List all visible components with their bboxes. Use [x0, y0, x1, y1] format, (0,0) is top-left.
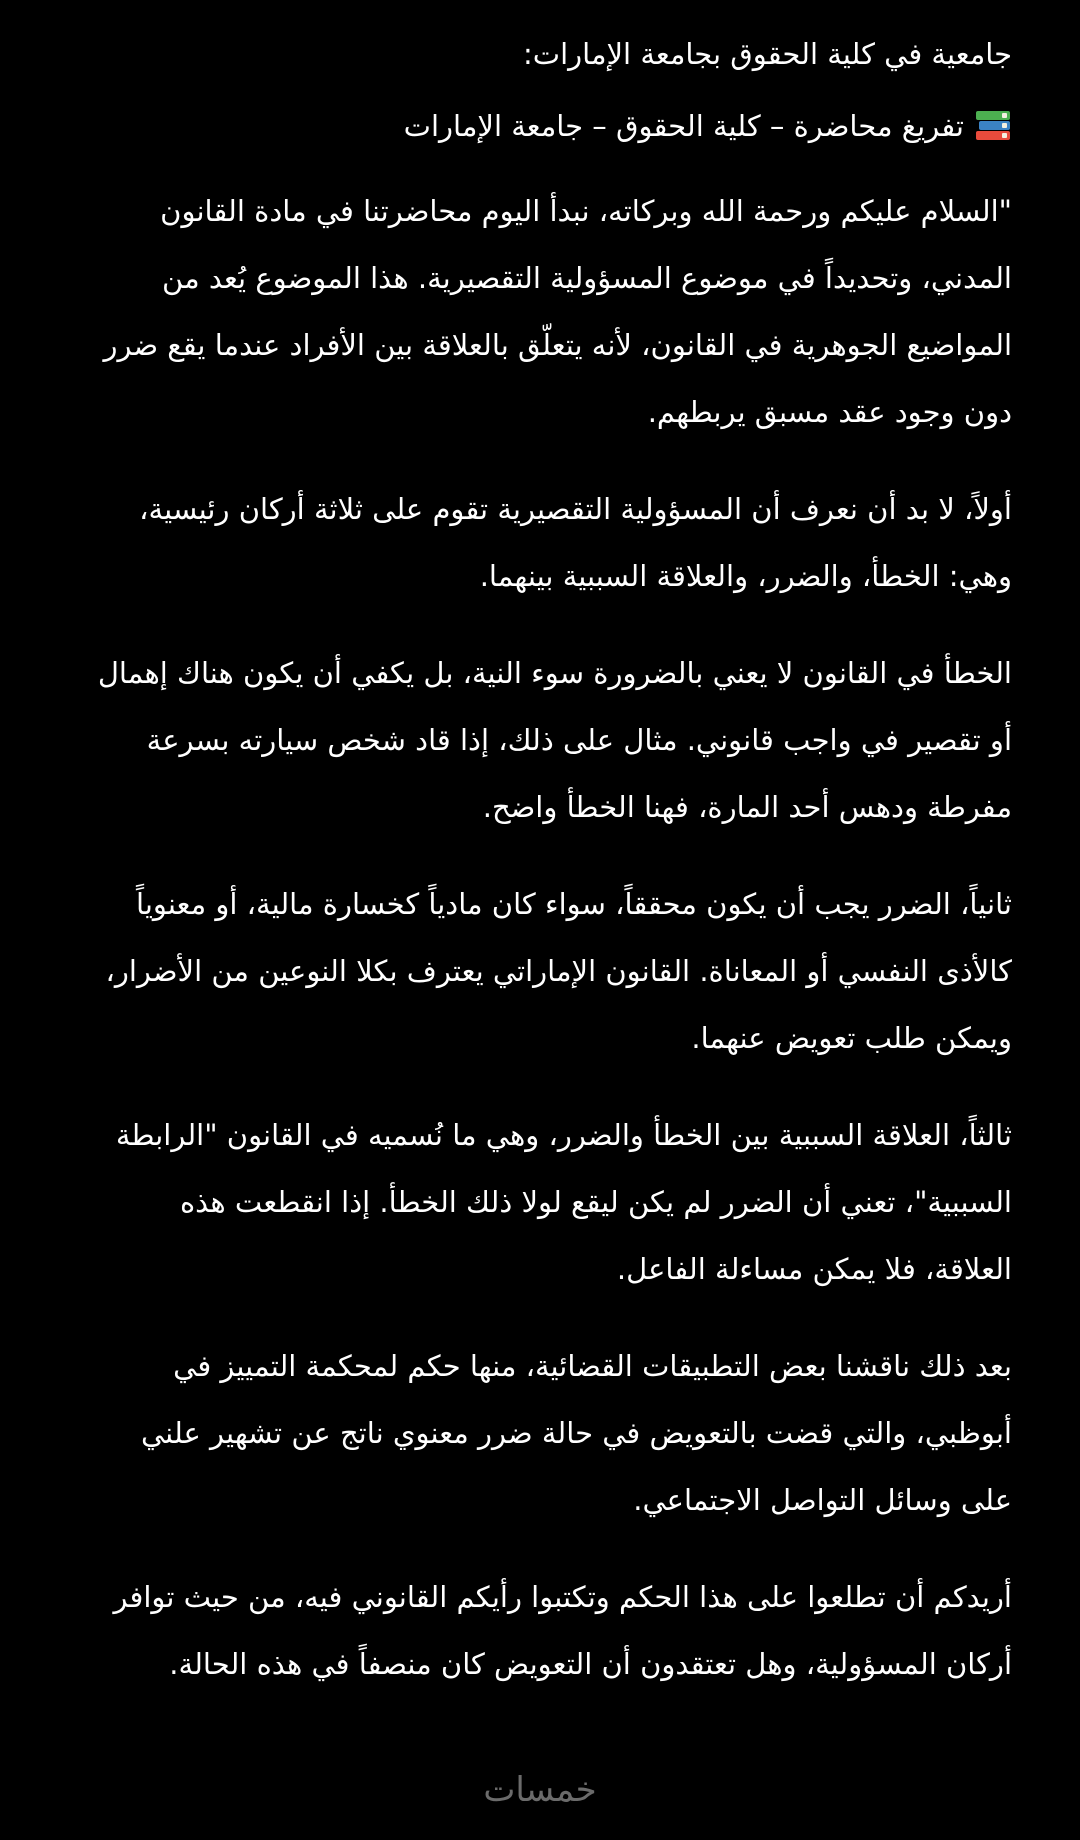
document-body [92, 0, 1012, 1698]
paragraph-causation: ثالثاً، العلاقة السببية بين الخطأ والضرر، وهي ما نُسميه في القانون "الرابطة السببية"، تعني أن الضرر لم يكن ليقع لولا ذلك الخطأ. إذا انقطعت هذه العلاقة، فلا يمكن مساءلة الفاعل. [115, 1118, 1012, 1286]
document-heading: جامعية في كلية الحقوق بجامعة الإمارات: [523, 37, 1012, 71]
paragraph-assignment: أريدكم أن تطلعوا على هذا الحكم وتكتبوا رأيكم القانوني فيه، من حيث توافر أركان المسؤولية، وهل تعتقدون أن التعويض كان منصفاً في هذه الحالة. [113, 1580, 1012, 1681]
paragraph-pillars: أولاً، لا بد أن نعرف أن المسؤولية التقصيرية تقوم على ثلاثة أركان رئيسية، وهي: الخطأ، والضرر، والعلاقة السببية بينهما. [139, 492, 1012, 593]
subtitle-text: تفريغ محاضرة – كلية الحقوق – جامعة الإمارات [403, 109, 964, 143]
book-green [976, 111, 1010, 120]
paragraph-damage: ثانياً، الضرر يجب أن يكون محققاً، سواء كان مادياً كخسارة مالية، أو معنوياً كالأذى النفسي أو المعاناة. القانون الإماراتي يعترف بكلا النوعين من الأضرار، ويمكن طلب تعويض عنهما. [105, 887, 1012, 1055]
book-blue [979, 121, 1010, 130]
paragraph-case-law: بعد ذلك ناقشنا بعض التطبيقات القضائية، منها حكم لمحكمة التمييز في أبوظبي، والتي قضت بالتعويض في حالة ضرر معنوي ناتج عن تشهير علني على وسائل التواصل الاجتماعي. [141, 1349, 1012, 1517]
books-icon [974, 109, 1012, 143]
paragraph-intro: "السلام عليكم ورحمة الله وبركاته، نبدأ اليوم محاضرتنا في مادة القانون المدني، وتحديداً في موضوع المسؤولية التقصيرية. هذا الموضوع يُعد من المواضيع الجوهرية في القانون، لأنه يتعلّق بالعلاقة بين الأفراد عندما يقع ضرر دون وجود عقد مسبق يربطهم. [103, 194, 1012, 429]
book-red [976, 131, 1010, 140]
paragraph-fault: الخطأ في القانون لا يعني بالضرورة سوء النية، بل يكفي أن يكون هناك إهمال أو تقصير في واجب قانوني. مثال على ذلك، إذا قاد شخص سيارته بسرعة مفرطة ودهس أحد المارة، فهنا الخطأ واضح. [97, 656, 1012, 824]
document-subtitle [92, 104, 1012, 148]
watermark-logo: خمسات [483, 1770, 597, 1810]
